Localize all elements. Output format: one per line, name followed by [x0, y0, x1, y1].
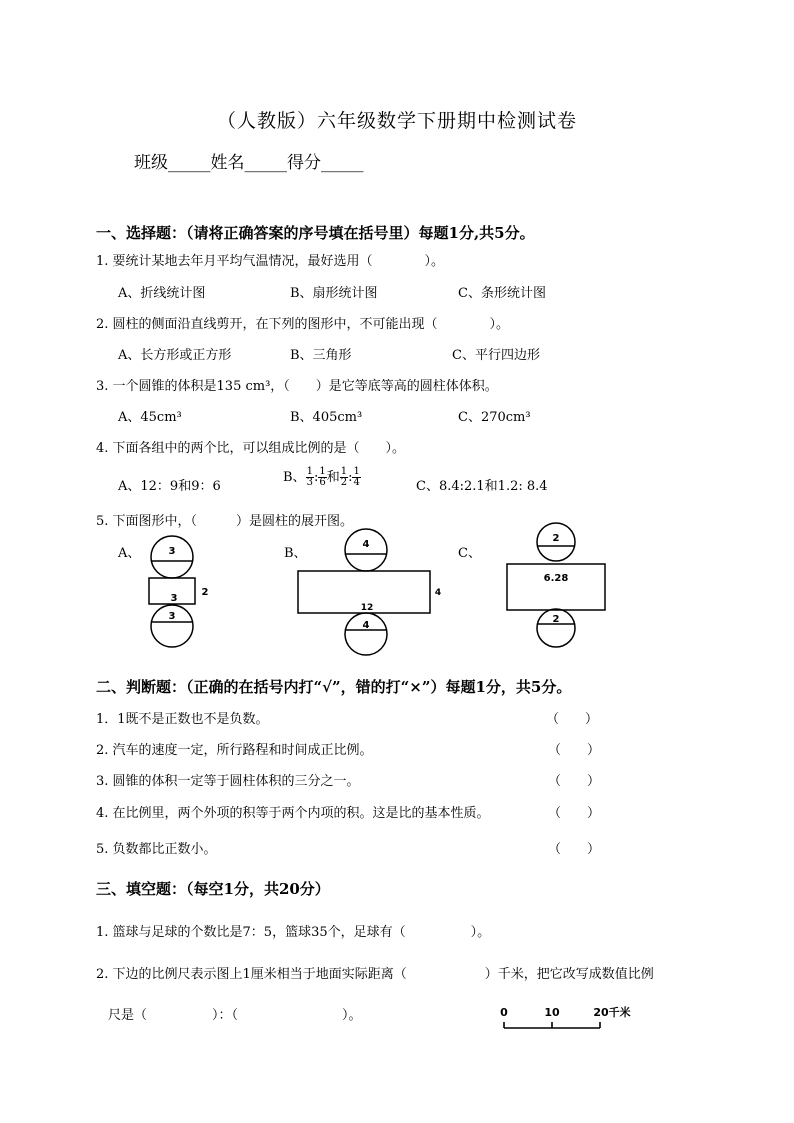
- judge-item-5: 5. 负数都比正数小。: [96, 842, 217, 857]
- q2-option-c: C、平行四边形: [452, 348, 540, 363]
- fig-b-rect-bottom-label: 12: [360, 603, 374, 613]
- q5-figure-c: [500, 520, 615, 660]
- fig-b-circle-bottom: [345, 613, 387, 655]
- judge-item-1: 1．1既不是正数也不是负数。: [96, 712, 269, 727]
- judge-answer-paren-1[interactable]: （ ）: [546, 712, 599, 727]
- scale-label-10: 10: [544, 1006, 560, 1019]
- judge-answer-paren-5[interactable]: （ ）: [548, 842, 601, 857]
- section2-heading: 二、判断题：（正确的在括号内打“√”，错的打“×”）每题1分，共5分。: [96, 678, 572, 696]
- fill-q2-line1: 2. 下边的比例尺表示图上1厘米相当于地面实际距离（ ）千米，把它改写成数值比例: [96, 967, 654, 982]
- judge-item-2: 2. 汽车的速度一定，所行路程和时间成正比例。: [96, 743, 373, 758]
- q5-option-c-label: C、: [458, 546, 481, 561]
- judge-item-3: 3. 圆锥的体积一定等于圆柱体积的三分之一。: [96, 774, 360, 789]
- judge-item-4: 4. 在比例里，两个外项的积等于两个内项的积。这是比的基本性质。: [96, 806, 490, 821]
- fig-a-rect-side-label: 2: [201, 587, 209, 598]
- judge-answer-paren-3[interactable]: （ ）: [548, 774, 601, 789]
- judge-answer-paren-4[interactable]: （ ）: [548, 806, 601, 821]
- q3-option-b: B、405cm³: [290, 410, 363, 425]
- scale-ruler-line: [504, 1022, 600, 1028]
- fig-a-circle-bottom-label: 3: [168, 611, 176, 622]
- section3-heading: 三、填空题：（每空1分，共20分）: [96, 880, 330, 898]
- q3-stem: 3. 一个圆锥的体积是135 cm³，（ ）是它等底等高的圆柱体体积。: [96, 379, 498, 394]
- section1-heading: 一、选择题：（请将正确答案的序号填在括号里）每题1分,共5分。: [96, 224, 535, 242]
- q1-option-c: C、条形统计图: [458, 286, 546, 301]
- q4-b-fraction-1: $\frac{1}{3}$: [306, 466, 313, 488]
- q5-stem: 5. 下面图形中，（ ）是圆柱的展开图。: [96, 514, 354, 529]
- fig-c-circle-bottom-label: 2: [552, 614, 560, 625]
- fig-b-rect-side-label: 4: [434, 588, 442, 598]
- q5-option-b-label: B、: [284, 546, 307, 561]
- judge-answer-paren-2[interactable]: （ ）: [548, 743, 601, 758]
- q4-b-fraction-3: $\frac{1}{2}$: [340, 466, 348, 488]
- scale-bar: [494, 1002, 644, 1038]
- fill-q1: 1. 篮球与足球的个数比是7：5，篮球35个，足球有（ ）。: [96, 925, 491, 940]
- student-info-line: 班级_____姓名_____得分_____: [134, 153, 364, 173]
- q4-option-b: B、 $\frac{1}{3}$ : $\frac{1}{6}$ 和 $\frac{1}{2}$ : $\frac{1}{4}$: [283, 466, 360, 488]
- fig-c-circle-top: [537, 523, 575, 561]
- fig-b-circle-bottom-label: 4: [362, 620, 370, 631]
- fig-b-circle-top-label: 4: [362, 539, 370, 550]
- q3-option-a: A、45cm³: [118, 410, 182, 425]
- fig-a-rectangle: [149, 578, 209, 604]
- q4-b-mid: 和: [326, 470, 340, 485]
- fig-c-rect-inner-label: 6.28: [543, 573, 569, 584]
- fig-b-rectangle: [298, 571, 441, 613]
- q2-option-b: B、三角形: [290, 348, 352, 363]
- fig-c-circle-bottom: [537, 609, 575, 647]
- q1-option-b: B、扇形统计图: [290, 286, 378, 301]
- q4-stem: 4. 下面各组中的两个比，可以组成比例的是（ ）。: [96, 441, 406, 456]
- fig-a-circle-top-label: 3: [168, 546, 176, 557]
- q1-option-a: A、折线统计图: [118, 286, 206, 301]
- fig-c-rectangle: [507, 564, 605, 610]
- q4-b-fraction-4: $\frac{1}{4}$: [353, 466, 360, 488]
- q4-b-prefix: B、: [283, 470, 306, 485]
- fill-q2-line2: 尺是（ ）：（ ）。: [108, 1008, 362, 1023]
- fig-b-circle-top: [345, 529, 387, 571]
- q3-option-c: C、270cm³: [458, 410, 531, 425]
- scale-label-0: 0: [500, 1006, 508, 1019]
- q5-figure-a: [144, 532, 224, 650]
- q2-option-a: A、长方形或正方形: [118, 348, 232, 363]
- fig-a-circle-bottom: [151, 605, 193, 647]
- q1-stem: 1. 要统计某地去年月平均气温情况，最好选用（ ）。: [96, 254, 445, 269]
- scale-label-20km: 20千米: [593, 1006, 631, 1019]
- q5-option-a-label: A、: [118, 546, 141, 561]
- page-title: （人教版）六年级数学下册期中检测试卷: [216, 110, 577, 132]
- fig-a-rect-inner-label: 3: [170, 593, 178, 604]
- q2-stem: 2. 圆柱的侧面沿直线剪开，在下列的图形中，不可能出现（ ）。: [96, 317, 510, 332]
- q4-option-c: C、8.4:2.1和1.2: 8.4: [416, 479, 548, 494]
- q4-option-a: A、12：9和9：6: [118, 479, 221, 494]
- q4-b-fraction-2: $\frac{1}{6}$: [319, 466, 326, 488]
- fig-c-circle-top-label: 2: [552, 533, 560, 544]
- fig-a-circle-top: [151, 536, 193, 578]
- q5-figure-b: [292, 528, 452, 656]
